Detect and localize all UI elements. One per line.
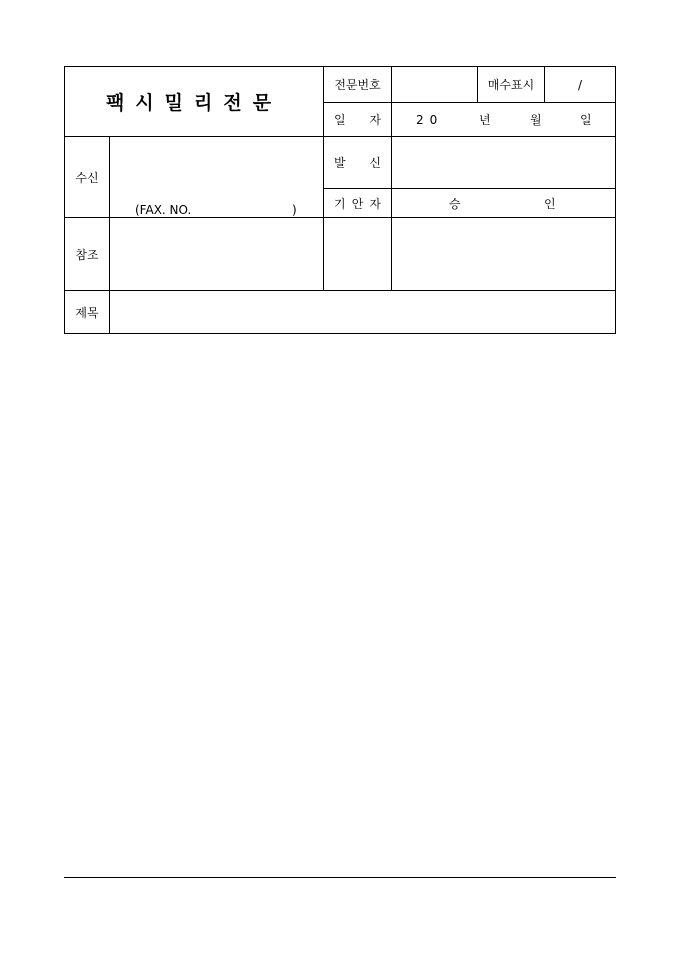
date-label (324, 103, 391, 136)
sender-field[interactable] (392, 137, 615, 188)
reference-label: 참조 (75, 247, 99, 262)
sender-label (324, 137, 391, 188)
drafter-label-char-1: 기 (334, 196, 346, 211)
reference-field[interactable] (110, 218, 323, 290)
date-day-label: 일 (580, 113, 592, 127)
footer-rule (64, 877, 616, 878)
recipient-label: 수신 (75, 170, 99, 185)
border-bottom (64, 333, 616, 334)
doc-number-label: 전문번호 (334, 78, 381, 92)
sender-label-char-1: 발 (334, 156, 346, 170)
fax-number-label: (FAX. NO. (135, 203, 192, 217)
drafter-label-char-2: 안 (351, 196, 364, 211)
border-right (615, 66, 616, 334)
sender-label-char-2: 신 (369, 156, 381, 170)
date-year-label: 년 (479, 113, 491, 127)
approval-header (392, 189, 615, 217)
fax-form (64, 66, 616, 334)
approval-label-char-1: 승 (449, 196, 461, 211)
subject-label: 제목 (75, 305, 99, 320)
drafter-label (324, 189, 391, 217)
approval-signature-box[interactable] (392, 218, 615, 290)
pages-field[interactable]: / (577, 77, 583, 92)
drafter-label-char-3: 자 (369, 196, 381, 211)
subject-field[interactable] (110, 291, 615, 333)
date-label-char-2: 자 (369, 113, 381, 127)
date-label-char-1: 일 (334, 113, 346, 127)
drafter-signature-box[interactable] (324, 218, 391, 290)
fax-number-close: ) (292, 203, 297, 217)
pages-label: 매수표시 (487, 78, 535, 92)
recipient-field[interactable] (110, 137, 323, 217)
doc-number-field[interactable] (392, 67, 477, 102)
date-month-label: 월 (530, 113, 542, 127)
date-century: 20 (416, 112, 444, 127)
date-field[interactable] (392, 103, 615, 136)
form-title: 팩시밀리전문 (105, 92, 283, 114)
approval-label-char-2: 인 (544, 196, 556, 211)
